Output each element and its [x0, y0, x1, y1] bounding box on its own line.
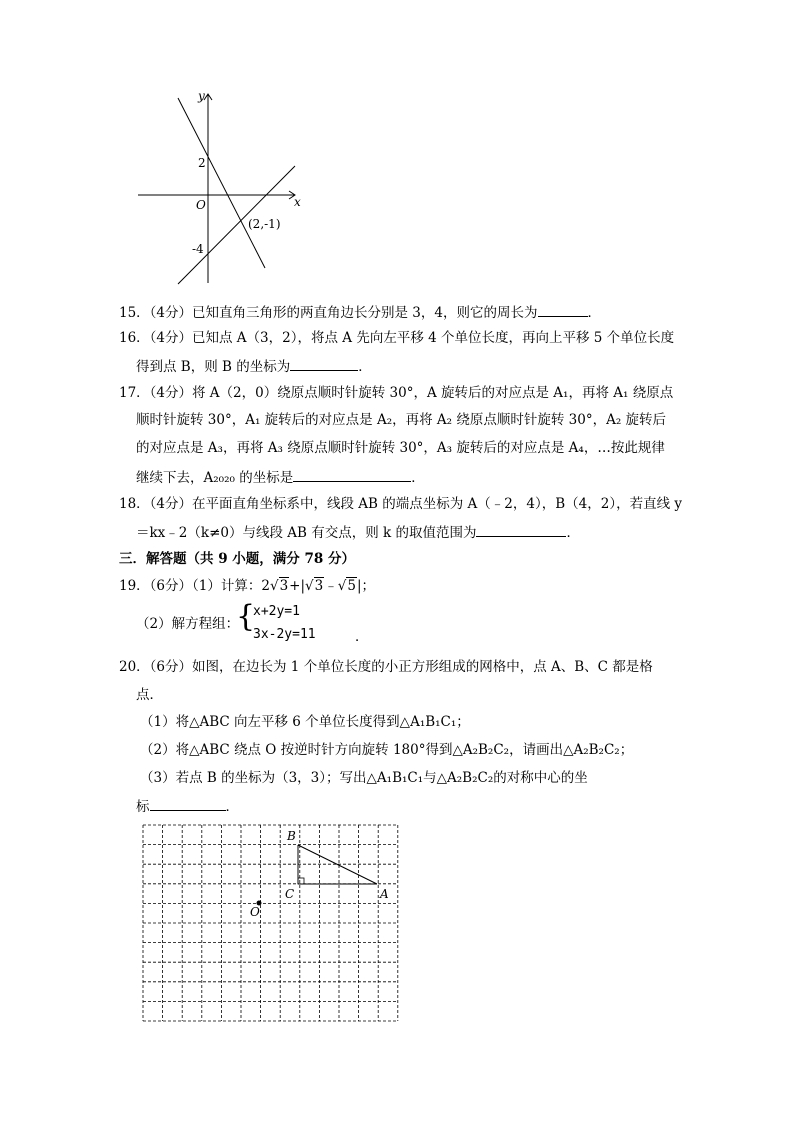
- question-16-line2: 得到点 B，则 B 的坐标为 ．: [136, 356, 372, 376]
- question-19-part2: （2）解方程组：: [136, 616, 240, 632]
- sqrt-symbol: √: [305, 578, 314, 594]
- y-tick-2: 2: [198, 156, 206, 170]
- question-19-part1: 19．（6分）（1）计算：2√3+|√3﹣√5|；: [119, 578, 375, 594]
- coordinate-graph: [130, 88, 310, 288]
- answer-blank-20[interactable]: [150, 796, 226, 811]
- label-C: C: [285, 887, 295, 901]
- equation-end: ．: [355, 629, 369, 645]
- section-3-heading: 三．解答题（共 9 小题，满分 78 分）: [119, 551, 355, 567]
- grid-figure: [140, 820, 404, 1025]
- answer-blank-15[interactable]: [538, 302, 588, 317]
- answer-blank-17[interactable]: [293, 467, 411, 482]
- question-18-line1: 18．（4分）在平面直角坐标系中，线段 AB 的端点坐标为 A（﹣2，4），B（4，2），若直线 y: [119, 496, 683, 512]
- answer-blank-18[interactable]: [476, 522, 566, 537]
- y-tick-neg4: -4: [192, 242, 204, 256]
- label-A: A: [380, 887, 389, 901]
- label-O: O: [250, 905, 260, 919]
- question-17-line4: 继续下去，A₂₀₂₀ 的坐标是 ．: [136, 467, 425, 487]
- question-15: 15．（4分）已知直角三角形的两直角边长分别是 3，4，则它的周长为 ．: [119, 302, 601, 322]
- question-20-line1: 20．（6分）如图，在边长为 1 个单位长度的小正方形组成的网格中，点 A、B、C 都是格: [119, 659, 653, 675]
- question-18-line2: ＝kx﹣2（k≠0）与线段 AB 有交点，则 k 的取值范围为 ．: [136, 522, 580, 542]
- grid-lines: [143, 825, 398, 1021]
- right-angle-mark: [298, 878, 304, 884]
- sqrt-symbol: √: [337, 578, 347, 594]
- y-axis-label: y: [198, 89, 205, 103]
- label-B: B: [287, 829, 296, 843]
- equation-1: x+2y=1: [253, 604, 300, 619]
- question-17-line1: 17．（4分）将 A（2，0）绕原点顺时针旋转 30°，A 旋转后的对应点是 A₁，再将 A₁ 绕原点: [119, 385, 674, 401]
- question-17-line2: 顺时针旋转 30°，A₁ 旋转后的对应点是 A₂，再将 A₂ 绕原点顺时针旋转 30°，A₂ 旋转后: [136, 412, 667, 428]
- question-20-line2: 点．: [136, 687, 163, 703]
- point-label: (2,-1): [248, 217, 281, 231]
- equation-brace: {: [236, 599, 256, 634]
- question-20-part3-line2: 标 ．: [136, 796, 239, 816]
- sqrt-symbol: √: [269, 578, 279, 594]
- question-20-part1: （1）将△ABC 向左平移 6 个单位长度得到△A₁B₁C₁；: [140, 714, 470, 730]
- origin-label: O: [196, 198, 206, 212]
- question-17-line3: 的对应点是 A₃，再将 A₃ 绕原点顺时针旋转 30°，A₃ 旋转后的对应点是 A₄，…按此规律: [136, 440, 665, 456]
- question-20-part2: （2）将△ABC 绕点 O 按逆时针方向旋转 180°得到△A₂B₂C₂，请画出△A₂B₂C₂；: [140, 742, 634, 758]
- answer-blank-16[interactable]: [290, 356, 358, 371]
- question-16-line1: 16．（4分）已知点 A（3，2），将点 A 先向左平移 4 个单位长度，再向上平移 5 个单位长度: [119, 330, 675, 346]
- question-20-part3: （3）若点 B 的坐标为（3，3）；写出△A₁B₁C₁与△A₂B₂C₂的对称中心的坐: [140, 770, 588, 786]
- x-axis-label: x: [294, 195, 301, 209]
- equation-2: 3x-2y=11: [253, 627, 316, 642]
